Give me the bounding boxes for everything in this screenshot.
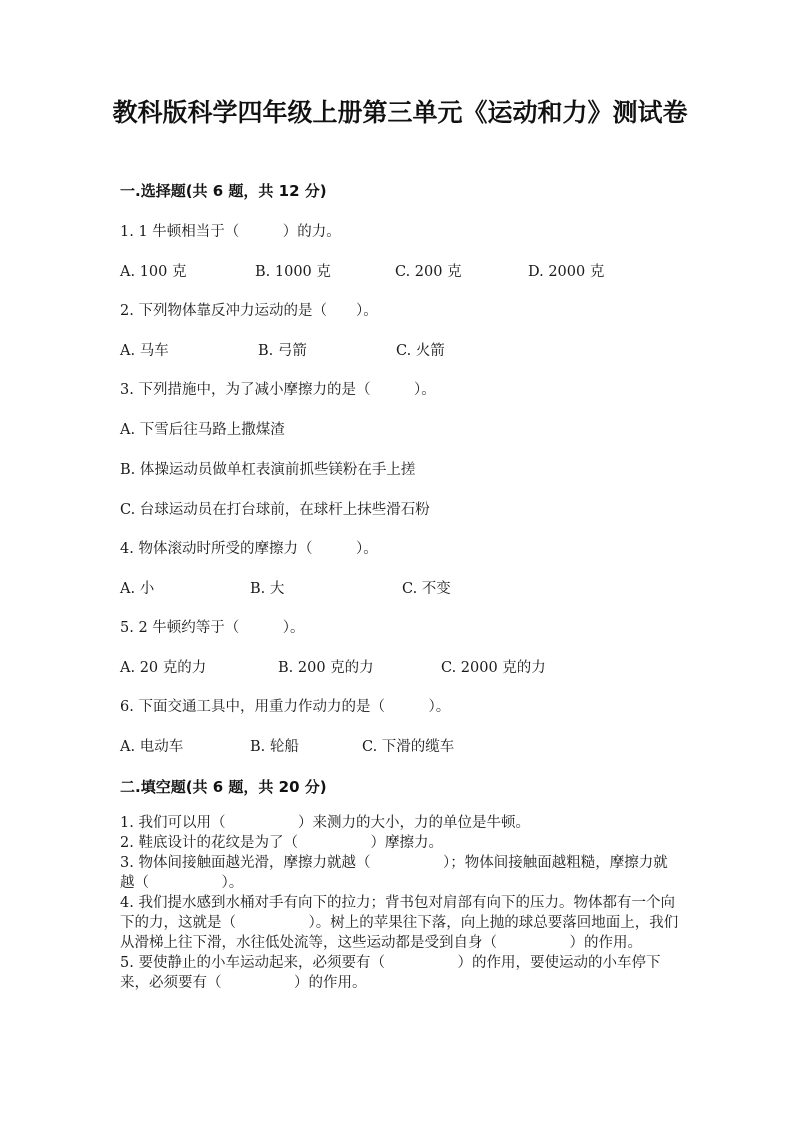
q4-option-c: C. 不变 xyxy=(402,581,451,597)
question-6: 6. 下面交通工具中，用重力作动力的是（ ）。 xyxy=(120,699,451,715)
q3-option-b: B. 体操运动员做单杠表演前抓些镁粉在手上搓 xyxy=(120,462,416,478)
q2-option-c: C. 火箭 xyxy=(396,343,445,359)
question-4: 4. 物体滚动时所受的摩擦力（ ）。 xyxy=(120,541,378,557)
fill-item-1: 1. 我们可以用（ ）来测力的大小，力的单位是牛顿。 xyxy=(120,815,530,831)
fill-item-2: 2. 鞋底设计的花纹是为了（ ）摩擦力。 xyxy=(120,835,443,851)
q5-option-a: A. 20 克的力 xyxy=(120,660,207,676)
section-heading-choice: 一.选择题(共 6 题，共 12 分) xyxy=(120,182,327,200)
q3-option-c: C. 台球运动员在打台球前，在球杆上抹些滑石粉 xyxy=(120,502,430,518)
question-2: 2. 下列物体靠反冲力运动的是（ ）。 xyxy=(120,303,378,319)
q1-option-c: C. 200 克 xyxy=(395,264,462,280)
q2-option-a: A. 马车 xyxy=(120,343,169,359)
q6-option-c: C. 下滑的缆车 xyxy=(362,739,455,755)
question-5: 5. 2 牛顿约等于（ ）。 xyxy=(120,620,305,636)
q5-option-c: C. 2000 克的力 xyxy=(441,660,546,676)
fill-item-4: 4. 我们提水感到水桶对手有向下的拉力；背书包对肩部有向下的压力。物体都有一个向下的力，这就是（ ）。树上的苹果往下落，向上抛的球总要落回地面上，我们从滑梯上往下滑，水往低处流等，这些运动都是受到自身（ ）的作用。 xyxy=(120,895,679,951)
fill-in-list xyxy=(120,813,680,993)
q4-option-a: A. 小 xyxy=(120,581,155,597)
q4-option-b: B. 大 xyxy=(250,581,285,597)
q3-option-a: A. 下雪后往马路上撒煤渣 xyxy=(120,422,285,438)
fill-item-3: 3. 物体间接触面越光滑，摩擦力就越（ ）；物体间接触面越粗糙，摩擦力就越（ ）。 xyxy=(120,855,668,891)
q1-option-d: D. 2000 克 xyxy=(528,264,605,280)
q6-option-a: A. 电动车 xyxy=(120,739,184,755)
q5-option-b: B. 200 克的力 xyxy=(278,660,374,676)
q2-option-b: B. 弓箭 xyxy=(258,343,307,359)
fill-item-5: 5. 要使静止的小车运动起来，必须要有（ ）的作用，要使运动的小车停下来，必须要有（ ）的作用。 xyxy=(120,955,661,991)
q1-option-b: B. 1000 克 xyxy=(255,264,331,280)
section-heading-fill-in: 二.填空题(共 6 题，共 20 分) xyxy=(120,778,327,796)
page-title: 教科版科学四年级上册第三单元《运动和力》测试卷 xyxy=(112,98,688,127)
question-1: 1. 1 牛顿相当于（ ）的力。 xyxy=(120,224,341,240)
question-3: 3. 下列措施中，为了减小摩擦力的是（ ）。 xyxy=(120,382,436,398)
q1-option-a: A. 100 克 xyxy=(120,264,187,280)
q6-option-b: B. 轮船 xyxy=(250,739,299,755)
